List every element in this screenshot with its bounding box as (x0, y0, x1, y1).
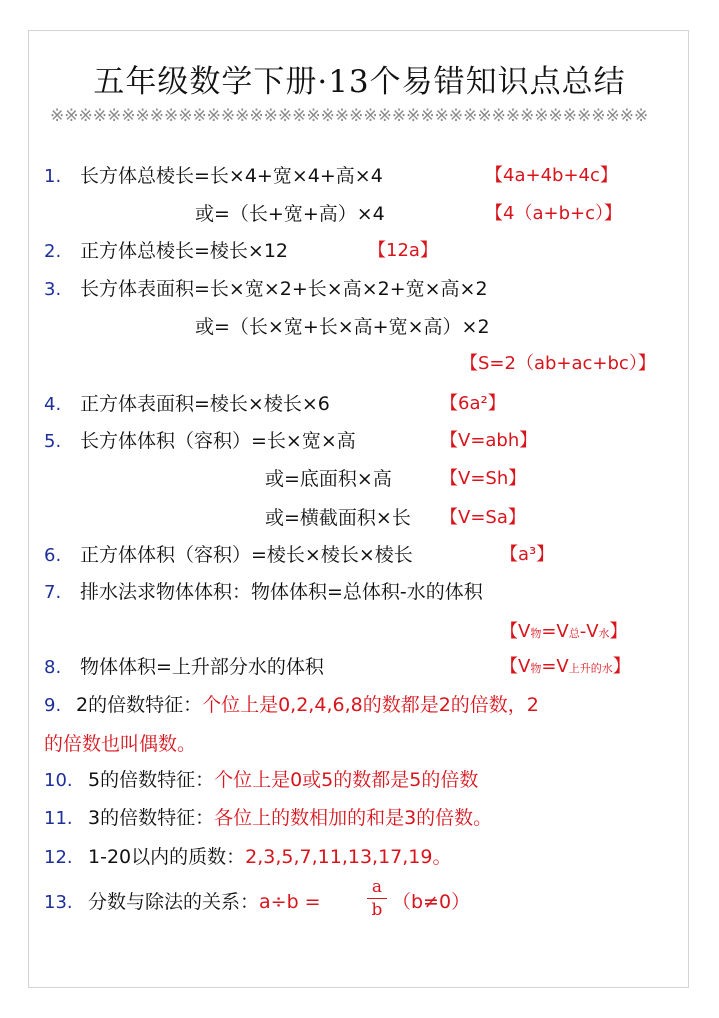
item-number: 2. (44, 241, 62, 262)
item-number: 10. (44, 770, 73, 791)
item-text: 或=（长+宽+高）×4 (195, 203, 385, 225)
fraction-numerator: a (371, 877, 383, 897)
item-text: 或=横截面积×长 (265, 507, 411, 529)
page-title: 五年级数学下册·13个易错知识点总结 (93, 64, 626, 100)
item-text: 5的倍数特征：个位上是0或5的数都是5的倍数 (88, 769, 479, 791)
item-answer: 【V物=V上升的水】 (500, 656, 631, 677)
item-answer: 【a³】 (500, 544, 555, 565)
item-text: 正方体体积（容积）=棱长×棱长×棱长 (80, 544, 413, 566)
item-text: 2的倍数特征：个位上是0,2,4,6,8的数都是2的倍数，2 (76, 694, 539, 716)
item-text: 1-20以内的质数：2,3,5,7,11,13,17,19。 (88, 846, 452, 868)
item-answer: 【V=Sh】 (440, 468, 527, 489)
item-text: 长方体总棱长=长×4+宽×4+高×4 (80, 165, 383, 187)
item-text: 正方体总棱长=棱长×12 (80, 240, 289, 262)
item-number: 13. (44, 892, 73, 913)
fraction (367, 878, 387, 919)
item-number: 11. (44, 808, 73, 829)
item-text: 长方体表面积=长×宽×2+长×高×2+宽×高×2 (80, 278, 488, 300)
item-number: 8. (44, 657, 62, 678)
item-text: 排水法求物体体积：物体体积=总体积-水的体积 (80, 581, 483, 603)
item-number: 7. (44, 582, 62, 603)
item-text: 正方体表面积=棱长×棱长×6 (80, 393, 330, 415)
item-number: 5. (44, 431, 62, 452)
item-answer: 【V=abh】 (440, 430, 538, 451)
item-text: 或=底面积×高 (265, 468, 392, 490)
item-text: 或=（长×宽+长×高+宽×高）×2 (195, 316, 490, 338)
item-answer: 【6a²】 (440, 393, 506, 414)
item-text: 物体体积=上升部分水的体积 (80, 656, 324, 678)
item-text-continued: 的倍数也叫偶数。 (44, 733, 197, 755)
item-text: 分数与除法的关系：a÷b = (88, 891, 321, 913)
item-number: 3. (44, 279, 62, 300)
item-answer: 【4（a+b+c）】 (485, 203, 622, 224)
item-text: 长方体体积（容积）=长×宽×高 (80, 430, 356, 452)
item-number: 4. (44, 394, 62, 415)
item-answer: 【V=Sa】 (440, 507, 526, 528)
item-answer: 【V物=V总-V水】 (500, 621, 628, 642)
fraction-bar (367, 898, 387, 899)
item-number: 12. (44, 847, 73, 868)
fraction-condition: （b≠0） (392, 891, 471, 913)
item-answer: 【S=2（ab+ac+bc）】 (460, 353, 656, 374)
item-number: 1. (44, 166, 62, 187)
divider: ※※※※※※※※※※※※※※※※※※※※※※※※※※※※※※※※※※※※※※※※※※ (50, 106, 649, 126)
item-answer: 【4a+4b+4c】 (485, 165, 618, 186)
item-number: 9. (44, 695, 62, 716)
fraction-denominator: b (371, 900, 383, 920)
item-text: 3的倍数特征：各位上的数相加的和是3的倍数。 (88, 807, 493, 829)
item-answer: 【12a】 (368, 240, 438, 261)
item-number: 6. (44, 545, 62, 566)
